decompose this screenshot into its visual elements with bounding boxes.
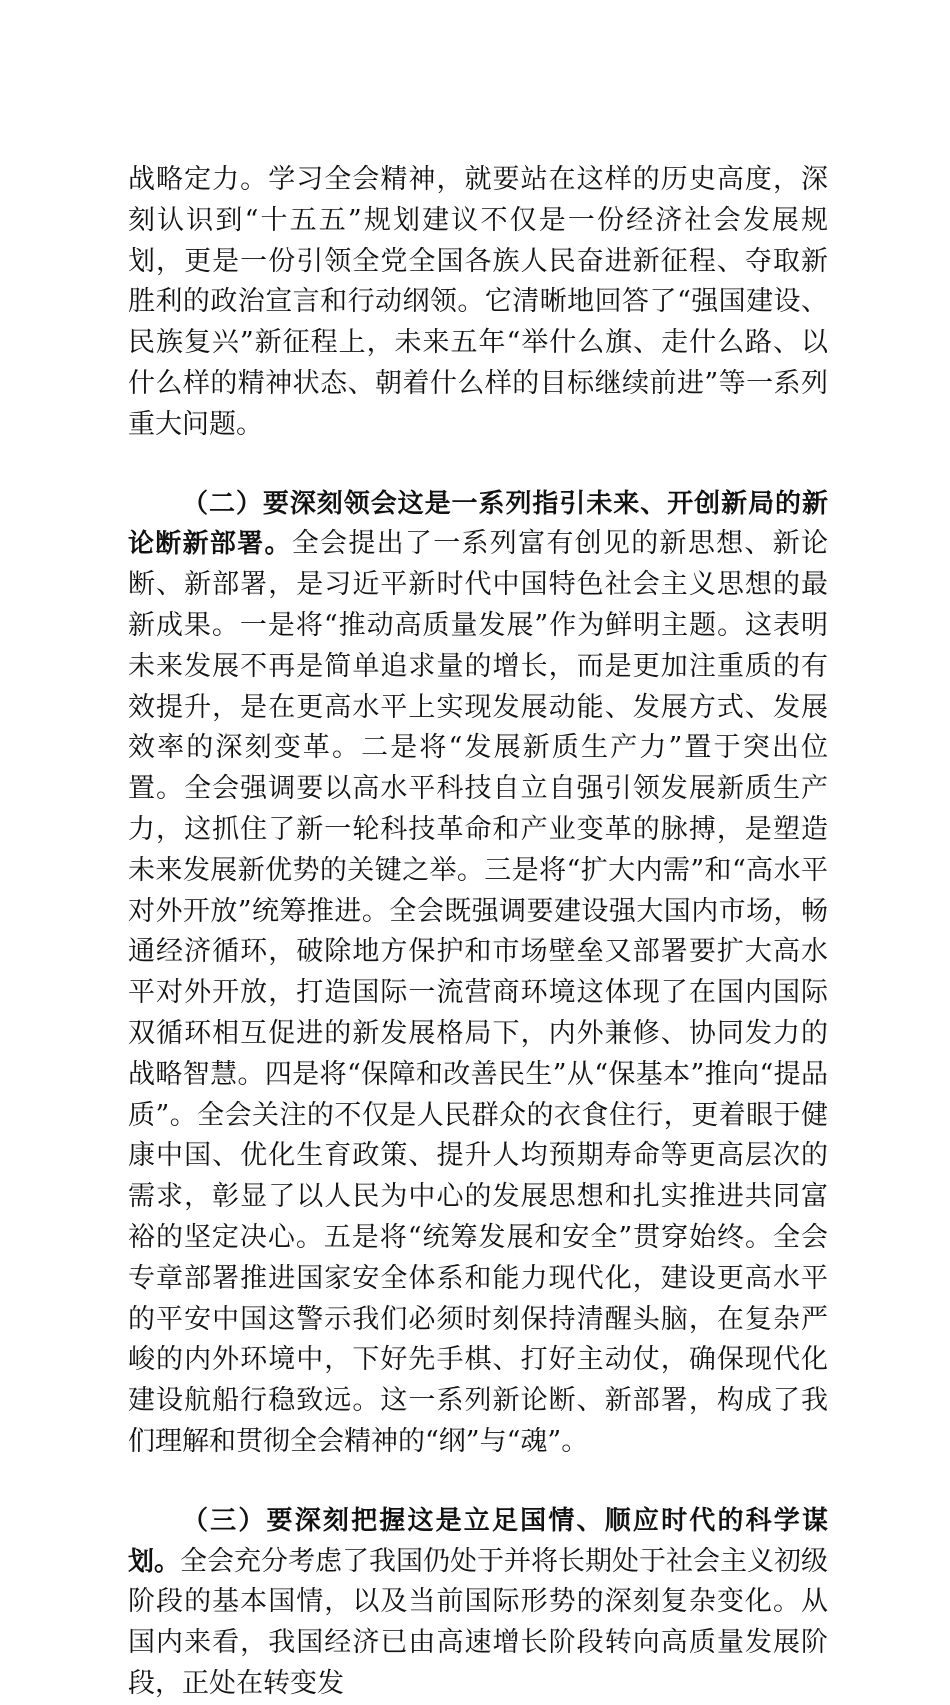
paragraph-1 <box>128 160 828 446</box>
document-page <box>128 160 828 1705</box>
section-3-heading: （三）要深刻把握这是立足国情、顺应时代的科学谋划。 <box>128 1505 828 1577</box>
paragraph-2 <box>128 484 828 1463</box>
section-2-heading: （二）要深刻领会这是一系列指引未来、开创新局的新论断新部署。 <box>128 488 828 560</box>
paragraph-2-body: 全会提出了一系列富有创见的新思想、新论断、新部署，是习近平新时代中国特色社会主义思想的最新成果。一是将“推动高质量发展”作为鲜明主题。这表明未来发展不再是简单追求量的增长，而是更加注重质的有效提升，是在更高水平上实现发展动能、发展方式、发展效率的深刻变革。二是将“发展新质生产力”置于突出位置。全会强调要以高水平科技自立自强引领发展新质生产力，这抓住了新一轮科技革命和产业变革的脉搏，是塑造未来发展新优势的关键之举。三是将“扩大内需”和“高水平对外开放”统筹推进。全会既强调要建设强大国内市场，畅通经济循环，破除地方保护和市场壁垒又部署要扩大高水平对外开放，打造国际一流营商环境这体现了在国内国际双循环相互促进的新发展格局下，内外兼修、协同发力的战略智慧。四是将“保障和改善民生”从“保基本”推向“提品质”。全会关注的不仅是人民群众的衣食住行，更着眼于健康中国、优化生育政策、提升人均预期寿命等更高层次的需求，彰显了以人民为中心的发展思想和扎实推进共同富裕的坚定决心。五是将“统筹发展和安全”贯穿始终。全会专章部署推进国家安全体系和能力现代化，建设更高水平的平安中国这警示我们必须时刻保持清醒头脑，在复杂严峻的内外环境中，下好先手棋、打好主动仗，确保现代化建设航船行稳致远。这一系列新论断、新部署，构成了我们理解和贯彻全会精神的“纲”与“魂”。 <box>128 528 828 1457</box>
paragraph-3 <box>128 1501 828 1705</box>
paragraph-1-body: 战略定力。学习全会精神，就要站在这样的历史高度，深刻认识到“十五五”规划建议不仅是一份经济社会发展规划，更是一份引领全党全国各族人民奋进新征程、夺取新胜利的政治宣言和行动纲领。它清晰地回答了“强国建设、民族复兴”新征程上，未来五年“举什么旗、走什么路、以什么样的精神状态、朝着什么样的目标继续前进”等一系列重大问题。 <box>128 164 828 440</box>
paragraph-3-body: 全会充分考虑了我国仍处于并将长期处于社会主义初级阶段的基本国情，以及当前国际形势的深刻复杂变化。从国内来看，我国经济已由高速增长阶段转向高质量发展阶段，正处在转变发 <box>128 1545 829 1699</box>
